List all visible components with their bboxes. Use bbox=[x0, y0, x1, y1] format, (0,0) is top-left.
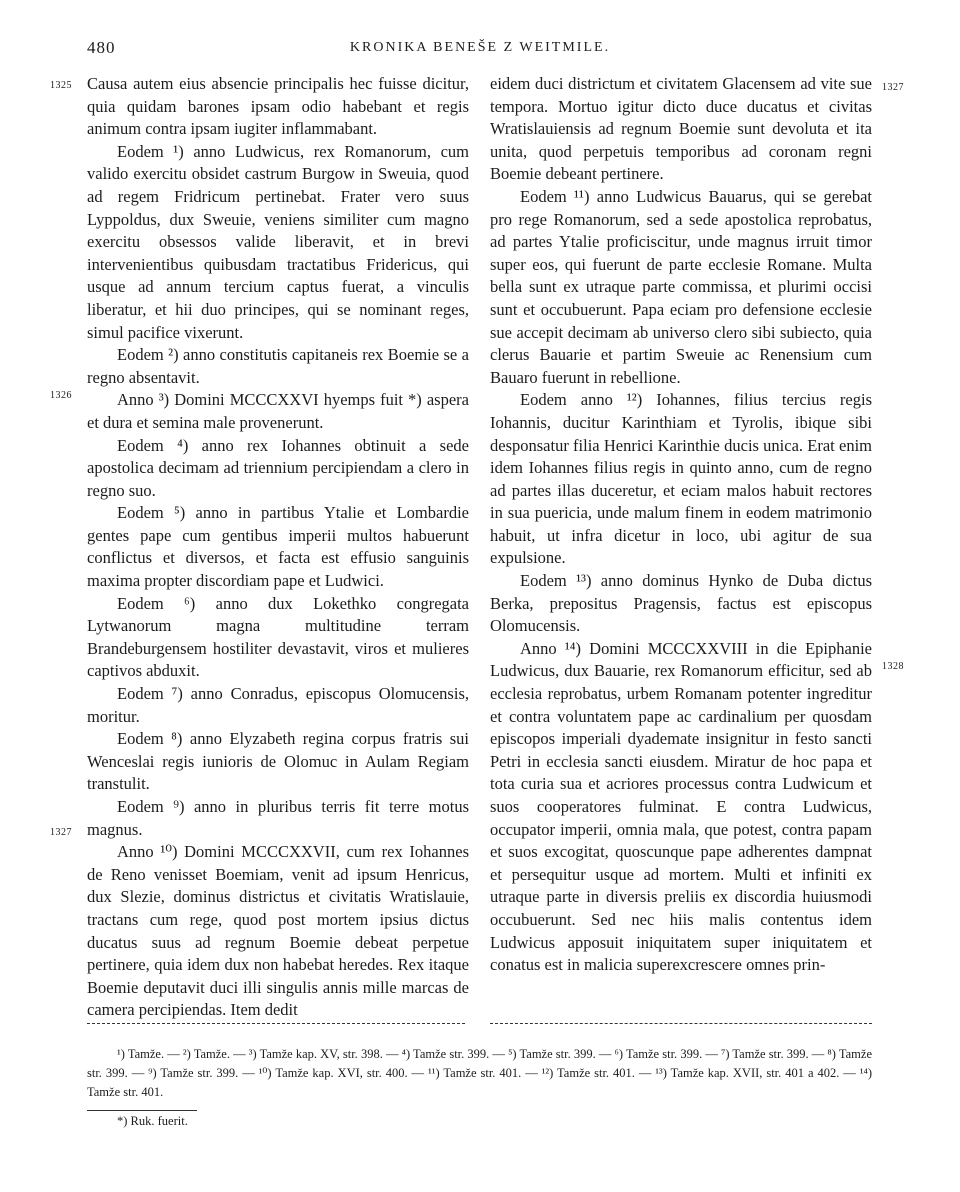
paragraph: Eodem ²) anno constitutis capitaneis rex Boemie se a regno absentavit. bbox=[87, 345, 469, 387]
margin-year-1326: 1326 bbox=[50, 390, 72, 401]
page-number: 480 bbox=[87, 38, 116, 57]
paragraph: Eodem ⁹) anno in pluribus terris fit terre motus magnus. bbox=[87, 797, 469, 839]
paragraph: Anno ³) Domini MCCCXXVI hyemps fuit *) aspera et dura et semina male provenerunt. bbox=[87, 390, 469, 432]
variant-note: *) Ruk. fuerit. bbox=[117, 1114, 188, 1128]
paragraph: Eodem anno ¹²) Iohannes, filius tercius regis Iohannis, ducitur Karinthiam et Tyrolis, ibique sibi desponsatur filia Henrici Karinthie ducis unica. Erat enim idem Iohannes filius regis in quinto anno, cum de regno ad partes illas duceretur, et eciam malos habuit rectores in sua puericia, unde malum finem in eodem matrimonio habuit, ut infra dicetur in loco, ubi agitur de sua expulsione. bbox=[490, 390, 872, 568]
running-head: KRONIKA BENEŠE Z WEITMILE. bbox=[349, 40, 611, 55]
margin-year-1327-right: 1327 bbox=[882, 82, 904, 93]
footnote-rule-left bbox=[87, 1023, 465, 1024]
footnote-text: ¹) Tamže. — ²) Tamže. — ³) Tamže kap. XV, str. 398. — ⁴) Tamže str. 399. — ⁵) Tamže str. 399. — ⁶) Tamže str. 399. — ⁷) Tamže str. 399. — ⁸) Tamže str. 399. — ⁹) Tamže str. 399. — ¹⁰) Tamže kap. XVI, str. 400. — ¹¹) Tamže str. 401. — ¹²) Tamže str. 401. — ¹³) Tamže kap. XVII, str. 401 a 402. — ¹⁴) Tamže str. 401. bbox=[87, 1047, 872, 1099]
footnotes bbox=[87, 1045, 872, 1102]
paragraph: Eodem ¹³) anno dominus Hynko de Duba dictus Berka, prepositus Pragensis, factus est episcopus Olomucensis. bbox=[490, 571, 872, 636]
paragraph: Eodem ⁴) anno rex Iohannes obtinuit a sede apostolica decimam ad triennium percipiendam a clero in regno suo. bbox=[87, 435, 469, 500]
paragraph: eidem duci districtum et civitatem Glacensem ad vite sue tempora. Mortuo igitur dicto duce ducatus et civitas Wratislauiensis ad regnum Boemie sunt devoluta et ita unita, quod perpetuis temporibus ad coronam regni Boemie debeant pertinere. bbox=[490, 74, 872, 184]
right-column bbox=[490, 73, 872, 977]
footnote-rule-right bbox=[490, 1023, 872, 1024]
margin-year-1327-left: 1327 bbox=[50, 827, 72, 838]
paragraph: Eodem ⁵) anno in partibus Ytalie et Lombardie gentes pape cum gentibus imperii multos habuerunt conflictus et diversos, et facta est effusio sanguinis maxima propter discordiam pape et Ludwici. bbox=[87, 503, 469, 591]
margin-year-1328: 1328 bbox=[882, 661, 904, 672]
paragraph: Causa autem eius absencie principalis hec fuisse dicitur, quia quidam barones ipsam odio habebant et regis animum contra ipsam iugiter inflammabant. bbox=[87, 74, 469, 139]
paragraph: Anno ¹⁴) Domini MCCCXXVIII in die Epiphanie Ludwicus, dux Bauarie, rex Romanorum efficitur, sed ab ecclesia reprobatus, urbem Romanam potenter ingreditur et contra voluntatem pape ac cardinalium per quosdam episcopos imperiali dyademate insignitur in festo sancti Petri in ecclesia sancti eiusdem. Miratur de hoc papa et tota curia sua et acriores processus contra Ludwicum et suos cooperatores fulminat. E contra Ludwicus, occupator imperii, omnia mala, que potest, contra papam et suos excogitat, quoscunque pape adherentes dampnat et persequitur usque ad mortem. Multi et infiniti ex utraque parte in diversis preliis ex discordia huiusmodi occubuerunt. Sed nec hiis malis contentus idem Ludwicus apposuit iniquitatem super iniquitatem et conatus est in malicia superexcrescere omnes prin- bbox=[490, 638, 872, 975]
margin-year-1325: 1325 bbox=[50, 80, 72, 91]
paragraph: Eodem ⁷) anno Conradus, episcopus Olomucensis, moritur. bbox=[87, 684, 469, 726]
paragraph: Eodem ⁶) anno dux Lokethko congregata Lytwanorum magna multitudine terram Brandeburgensem hostiliter devastavit, viros et mulieres captivos abduxit. bbox=[87, 593, 469, 681]
paragraph: Eodem ¹¹) anno Ludwicus Bauarus, qui se gerebat pro rege Romanorum, sed a sede apostolica reprobatus, ad partes Ytalie proficiscitur, unde magnus irruit timor super eos, qui fuerunt de parte ecclesie Romane. Multa bella sunt ex utraque parte commissa, et plurimi occisi sunt et occubuerunt. Papa eciam pro defensione ecclesie sue accepit decimam ab universo clero sibi subiecto, quia clerus Bauarie et partim Sweuie ac Renensium cum Bauaro fuerunt in rebellione. bbox=[490, 186, 872, 387]
paragraph: Eodem ⁸) anno Elyzabeth regina corpus fratris sui Wenceslai regis iunioris de Olomuc in Aulam Regiam transtulit. bbox=[87, 729, 469, 794]
paragraph: Eodem ¹) anno Ludwicus, rex Romanorum, cum valido exercitu obsidet castrum Burgow in Sweuia, quod ad regem Fridricum pertinebat. Frater vero suus Lyppoldus, dux Sweuie, veniens similiter cum magno exercitu obsessos valide liberavit, et in brevi intervenientibus quibusdam tractatibus Fridericus, qui usque ad annum tercium captus fuerat, a vinculis liberatur, et hii duo principes, qui se nominant reges, simul pacifice vixerunt. bbox=[87, 141, 469, 342]
paragraph: Anno ¹⁰) Domini MCCCXXVII, cum rex Iohannes de Reno venisset Boemiam, venit ad ipsum Henricus, dux Slezie, dominus districtus et civitatis Wratislauie, tractans cum rege, quod post mortem ipsius dictus ducatus suus ad regnum Boemie debeat perpetue pertinere, quia idem dux non habebat heredes. Rex itaque Boemie deputavit duci illi singulis annis mille marcas de camera percipiendas. Item dedit bbox=[87, 842, 469, 1020]
variant-note-rule bbox=[87, 1110, 197, 1111]
left-column bbox=[87, 73, 469, 1022]
